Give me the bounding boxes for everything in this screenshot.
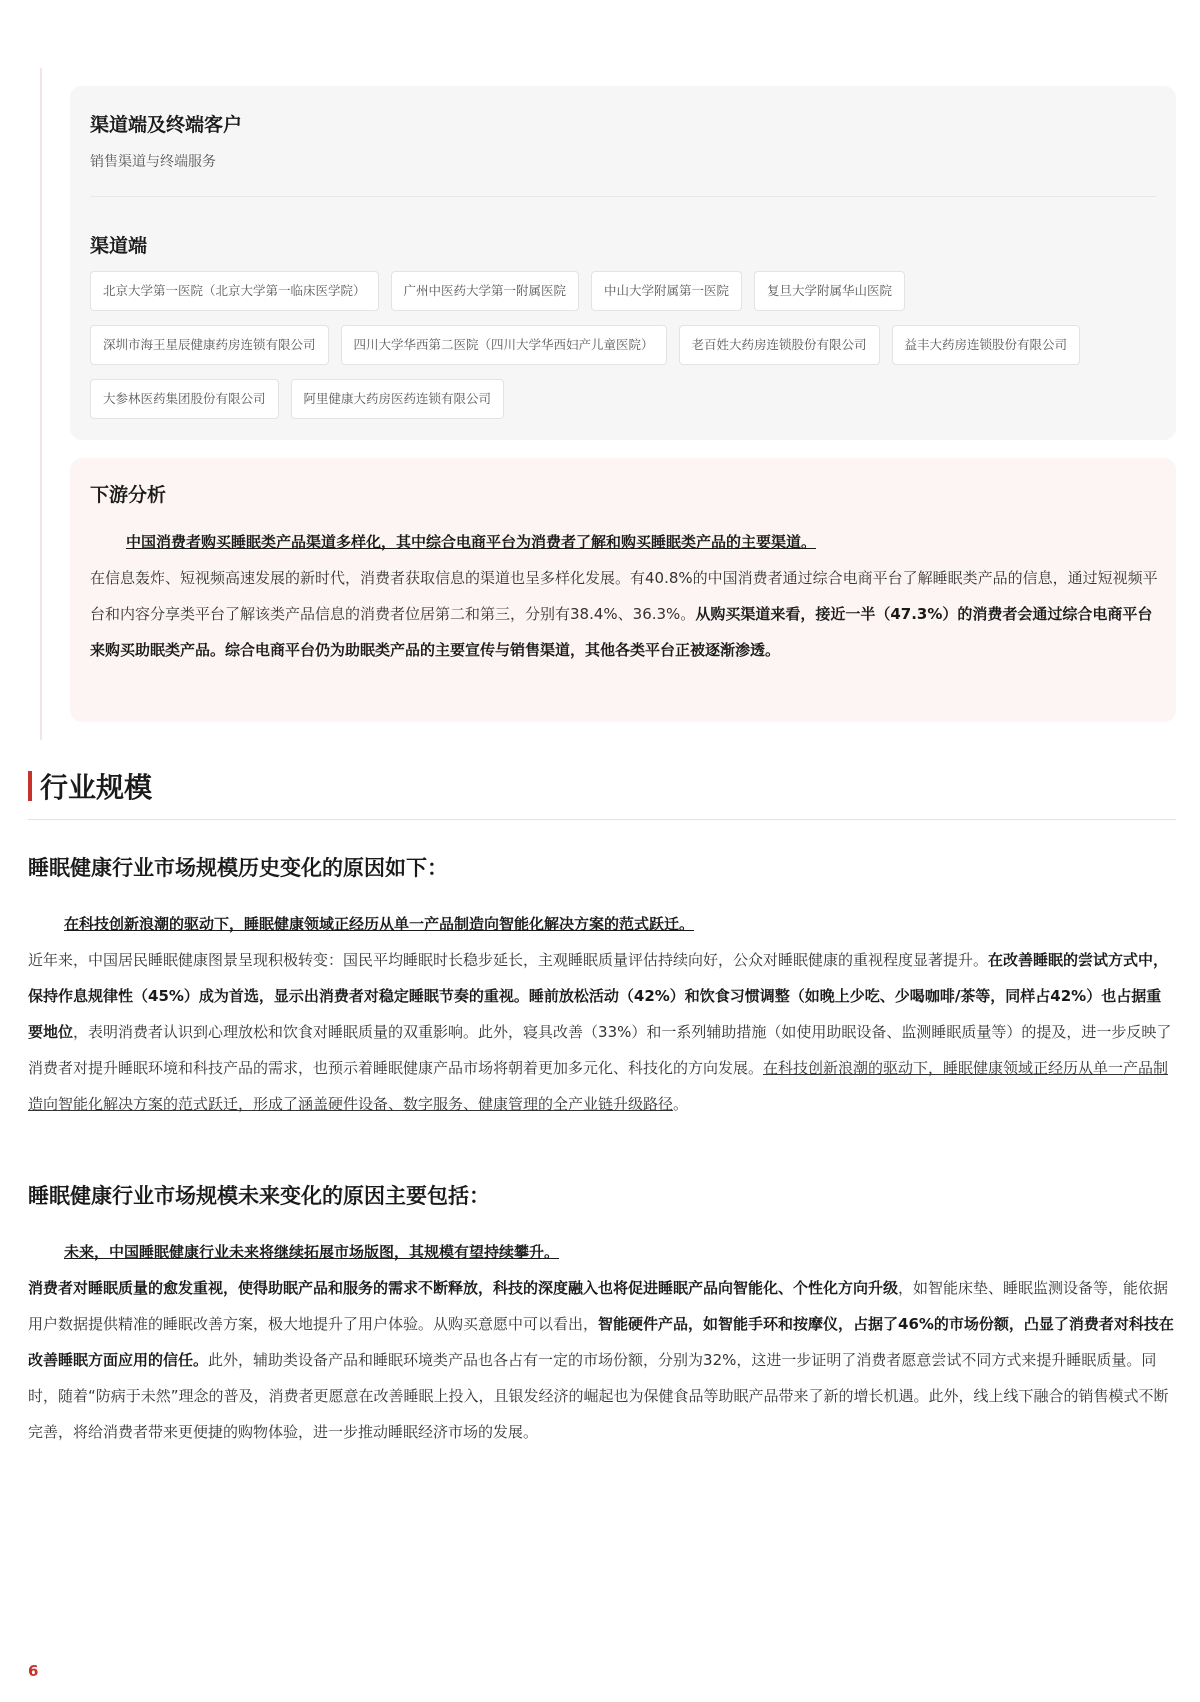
divider [90, 196, 1156, 197]
channel-tag: 北京大学第一医院（北京大学第一临床医学院） [90, 271, 379, 311]
history-underline: 在科技创新浪潮的驱动下，睡眠健康领域正经历从单一产品制造向智能化解决方案的范式跃迁，形成了涵盖硬件设备、数字服务、健康管理的全产业链升级路径 [28, 1059, 1169, 1113]
future-lead: 未来，中国睡眠健康行业未来将继续拓展市场版图，其规模有望持续攀升。 [64, 1243, 560, 1261]
history-text: ，表明消费者认识到心理放松和饮食对睡眠质量的双重影响。此外，寝具改善（33%）和一系列辅助措施（如使用助眠设备、监测睡眠质量等）的提及，进一步反映了消费者对提升睡眠环境和科技产品的需求，也预示着睡眠健康产品市场将朝着更加多元化、科技化的方向发展。 [28, 1023, 1172, 1077]
history-text: 近年来，中国居民睡眠健康图景呈现积极转变：国民平均睡眠时长稳步延长，主观睡眠质量评估持续向好，公众对睡眠健康的重视程度显著提升。 [28, 951, 989, 969]
future-bold: 消费者对睡眠质量的愈发重视，使得助眠产品和服务的需求不断释放，科技的深度融入也将促进睡眠产品向智能化、个性化方向升级 [28, 1279, 899, 1297]
history-text: 。 [673, 1095, 689, 1113]
downstream-title: 下游分析 [90, 484, 167, 506]
history-paragraph [28, 942, 1174, 1122]
history-body [28, 906, 1174, 1122]
channel-tag: 中山大学附属第一医院 [591, 271, 742, 311]
future-bold: 智能硬件产品，如智能手环和按摩仪，占据了46%的市场份额，凸显了消费者对科技在改善睡眠方面应用的信任。 [28, 1315, 1174, 1369]
downstream-analysis-card [70, 458, 1176, 722]
downstream-bold: 从购买渠道来看，接近一半（47.3%）的消费者会通过综合电商平台来购买助眠类产品。综合电商平台仍为助眠类产品的主要宣传与销售渠道，其他各类平台正被逐渐渗透。 [90, 605, 1153, 659]
future-text: 此外，辅助类设备产品和睡眠环境类产品也各占有一定的市场份额，分别为32%，这进一步证明了消费者愿意尝试不同方式来提升睡眠质量。同时，随着“防病于未然”理念的普及，消费者更愿意在改善睡眠上投入，且银发经济的崛起也为保健食品等助眠产品带来了新的增长机遇。此外，线上线下融合的销售模式不断完善，将给消费者带来更便捷的购物体验，进一步推动睡眠经济市场的发展。 [28, 1351, 1169, 1441]
page-number: 6 [28, 1662, 39, 1680]
channel-tag: 大参林医药集团股份有限公司 [90, 379, 279, 419]
channel-tag-list [90, 271, 1150, 419]
downstream-text: 在信息轰炸、短视频高速发展的新时代，消费者获取信息的渠道也呈多样化发展。有40.8%的中国消费者通过综合电商平台了解睡眠类产品的信息，通过短视频平台和内容分享类平台了解该类产品信息的消费者位居第二和第三，分别有38.4%、36.3%。 [90, 569, 1158, 623]
channel-tag: 复旦大学附属华山医院 [754, 271, 905, 311]
channel-card-subtitle: 销售渠道与终端服务 [90, 154, 216, 170]
future-text: ，如智能床垫、睡眠监测设备等，能依据用户数据提供精准的睡眠改善方案，极大地提升了用户体验。从购买意愿中可以看出， [28, 1279, 1169, 1333]
history-lead: 在科技创新浪潮的驱动下，睡眠健康领域正经历从单一产品制造向智能化解决方案的范式跃迁。 [64, 915, 695, 933]
channel-tag: 益丰大药房连锁股份有限公司 [892, 325, 1081, 365]
section-title: 行业规模 [40, 771, 153, 804]
channel-tag: 广州中医药大学第一附属医院 [391, 271, 580, 311]
channel-tag: 深圳市海王星辰健康药房连锁有限公司 [90, 325, 329, 365]
channel-tag: 老百姓大药房连锁股份有限公司 [679, 325, 880, 365]
channel-card-title: 渠道端及终端客户 [90, 114, 243, 136]
section-accent-mark [28, 771, 32, 801]
history-bold: 在改善睡眠的尝试方式中，保持作息规律性（45%）成为首选，显示出消费者对稳定睡眠节奏的重视。睡前放松活动（42%）和饮食习惯调整（如晚上少吃、少喝咖啡/茶等，同样占42%）也占据重要地位 [28, 951, 1169, 1041]
downstream-body [90, 524, 1162, 668]
future-body [28, 1234, 1174, 1450]
downstream-lead: 中国消费者购买睡眠类产品渠道多样化，其中综合电商平台为消费者了解和购买睡眠类产品的主要渠道。 [126, 533, 817, 551]
channel-card [70, 86, 1176, 440]
timeline-bar [40, 68, 42, 740]
history-heading: 睡眠健康行业市场规模历史变化的原因如下： [28, 856, 448, 880]
section-divider [28, 819, 1176, 820]
channel-group-title: 渠道端 [90, 235, 148, 257]
section-header [28, 766, 152, 806]
future-heading: 睡眠健康行业市场规模未来变化的原因主要包括： [28, 1184, 490, 1208]
downstream-paragraph [90, 560, 1162, 668]
channel-tag: 阿里健康大药房医药连锁有限公司 [291, 379, 505, 419]
channel-tag: 四川大学华西第二医院（四川大学华西妇产儿童医院） [341, 325, 667, 365]
future-paragraph [28, 1270, 1174, 1450]
